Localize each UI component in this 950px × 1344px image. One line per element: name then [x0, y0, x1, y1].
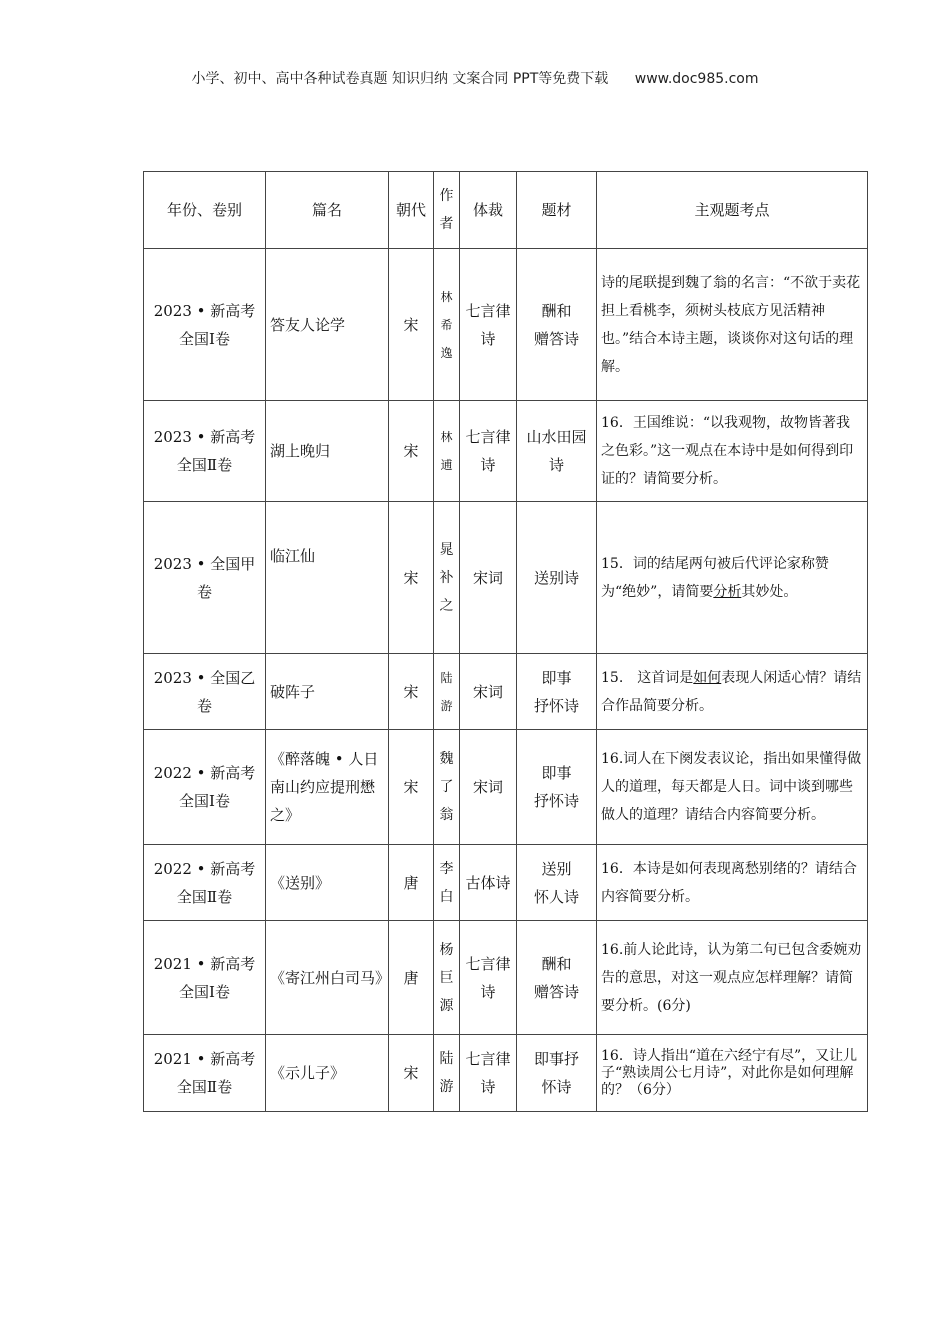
- table-row: [144, 654, 868, 730]
- cell-dynasty: 宋: [389, 249, 434, 401]
- header-dynasty: 朝代: [389, 172, 434, 249]
- cell-subject: 山水田园 诗: [517, 401, 597, 502]
- cell-year: 2023 • 新高考 全国Ⅰ卷: [144, 249, 266, 401]
- header-text: 小学、初中、高中各种试卷真题 知识归纳 文案合同 PPT等免费下载: [191, 71, 609, 87]
- exam-poetry-table: [143, 171, 868, 1112]
- cell-author: 陆 游: [434, 1035, 460, 1112]
- table-row: [144, 249, 868, 401]
- table-row: [144, 921, 868, 1035]
- cell-dynasty: 宋: [389, 1035, 434, 1112]
- cell-subject: 酬和 赠答诗: [517, 921, 597, 1035]
- cell-year: 2023 • 全国甲卷: [144, 502, 266, 654]
- cell-title: 《示儿子》: [266, 1035, 389, 1112]
- cell-year: 2021 • 新高考 全国Ⅰ卷: [144, 921, 266, 1035]
- cell-author: 李 白: [434, 845, 460, 921]
- header-genre: 体裁: [460, 172, 517, 249]
- cell-title: 湖上晚归: [266, 401, 389, 502]
- cell-year: 2023 • 全国乙卷: [144, 654, 266, 730]
- cell-subject: 即事 抒怀诗: [517, 730, 597, 845]
- cell-title: 《送别》: [266, 845, 389, 921]
- cell-author: 魏 了 翁: [434, 730, 460, 845]
- cell-points: 16．诗人指出“道在六经宁有尽”，又让儿子“熟读周公七月诗”，对此你是如何理解的？（6分）: [597, 1035, 868, 1112]
- table-row: [144, 401, 868, 502]
- cell-subject: 送别诗: [517, 502, 597, 654]
- table-row: [144, 845, 868, 921]
- cell-points: 15. 这首词是如何表现人闲适心情？请结合作品简要分析。: [597, 654, 868, 730]
- cell-points: 16.前人论此诗，认为第二句已包含委婉劝告的意思，对这一观点应怎样理解？请简要分析。(6分): [597, 921, 868, 1035]
- cell-author: 杨 巨 源: [434, 921, 460, 1035]
- cell-dynasty: 宋: [389, 654, 434, 730]
- cell-dynasty: 宋: [389, 730, 434, 845]
- cell-genre: 宋词: [460, 654, 517, 730]
- table-row: [144, 502, 868, 654]
- cell-dynasty: 唐: [389, 921, 434, 1035]
- cell-genre: 七言律 诗: [460, 921, 517, 1035]
- cell-year: 2023 • 新高考 全国Ⅱ卷: [144, 401, 266, 502]
- cell-subject: 即事 抒怀诗: [517, 654, 597, 730]
- header-site-link[interactable]: www.doc985.com: [634, 71, 759, 87]
- cell-author: 陆 游: [434, 654, 460, 730]
- cell-year: 2022 • 新高考 全国Ⅱ卷: [144, 845, 266, 921]
- cell-author: 林 希 逸: [434, 249, 460, 401]
- cell-title: 破阵子: [266, 654, 389, 730]
- cell-subject: 即事抒 怀诗: [517, 1035, 597, 1112]
- cell-title: 答友人论学: [266, 249, 389, 401]
- cell-genre: 宋词: [460, 730, 517, 845]
- cell-author: 晁 补 之: [434, 502, 460, 654]
- table-row: [144, 1035, 868, 1112]
- cell-points: 16.词人在下阕发表议论，指出如果懂得做人的道理，每天都是人日。词中谈到哪些做人的道理？请结合内容简要分析。: [597, 730, 868, 845]
- cell-title: 《寄江州白司马》: [266, 921, 389, 1035]
- header-points: 主观题考点: [597, 172, 868, 249]
- cell-author: 林 逋: [434, 401, 460, 502]
- cell-subject: 送别 怀人诗: [517, 845, 597, 921]
- cell-dynasty: 宋: [389, 502, 434, 654]
- header-year: 年份、卷别: [144, 172, 266, 249]
- cell-year: 2021 • 新高考 全国Ⅱ卷: [144, 1035, 266, 1112]
- cell-dynasty: 宋: [389, 401, 434, 502]
- header-author: 作 者: [434, 172, 460, 249]
- cell-genre: 七言律 诗: [460, 249, 517, 401]
- table-header-row: [144, 172, 868, 249]
- cell-year: 2022 • 新高考 全国Ⅰ卷: [144, 730, 266, 845]
- cell-points: 16．本诗是如何表现离愁别绪的？请结合内容简要分析。: [597, 845, 868, 921]
- cell-dynasty: 唐: [389, 845, 434, 921]
- cell-genre: 七言律 诗: [460, 1035, 517, 1112]
- cell-points: 诗的尾联提到魏了翁的名言：“不欲于卖花担上看桃李，须树头枝底方见活精神也。”结合本诗主题，谈谈你对这句话的理解。: [597, 249, 868, 401]
- cell-points: 15．词的结尾两句被后代评论家称赞为“绝妙”，请简要分析其妙处。: [597, 502, 868, 654]
- header-title: 篇名: [266, 172, 389, 249]
- table-row: [144, 730, 868, 845]
- header-subject: 题材: [517, 172, 597, 249]
- cell-genre: 七言律 诗: [460, 401, 517, 502]
- cell-genre: 宋词: [460, 502, 517, 654]
- cell-title: 临江仙: [266, 502, 389, 654]
- cell-subject: 酬和 赠答诗: [517, 249, 597, 401]
- cell-title: 《醉落魄 • 人日南山约应提刑懋之》: [266, 730, 389, 845]
- page-header: [0, 68, 950, 88]
- cell-genre: 古体诗: [460, 845, 517, 921]
- cell-points: 16．王国维说：“以我观物，故物皆著我之色彩。”这一观点在本诗中是如何得到印证的？请简要分析。: [597, 401, 868, 502]
